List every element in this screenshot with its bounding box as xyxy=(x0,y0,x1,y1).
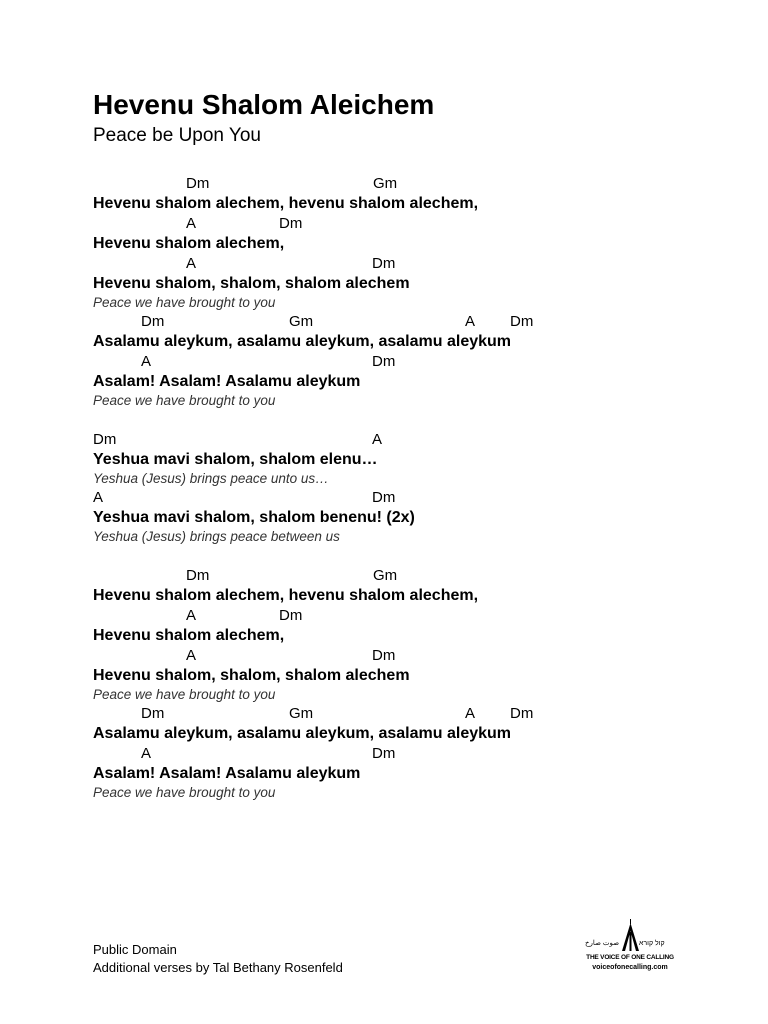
chord-label: Dm xyxy=(510,705,534,722)
lyric-line: Hevenu shalom, shalom, shalom alechem xyxy=(93,275,410,292)
lyric-line: Yeshua mavi shalom, shalom benenu! (2x) xyxy=(93,509,415,526)
song-body xyxy=(93,174,713,802)
chord-row xyxy=(93,312,713,332)
song-line xyxy=(93,704,713,744)
chord-label: A xyxy=(186,647,197,664)
song-title: Hevenu Shalom Aleichem xyxy=(93,89,435,120)
lyric-line: Hevenu shalom alechem, hevenu shalom alechem, xyxy=(93,587,479,604)
stanza xyxy=(93,430,713,546)
song-line xyxy=(93,312,713,352)
chord-row xyxy=(93,646,713,666)
chord-label: Dm xyxy=(186,175,210,192)
lyric-line: Hevenu shalom alechem, xyxy=(93,627,285,644)
logo-name-text: THE VOICE OF ONE CALLING xyxy=(586,954,674,961)
logo-arabic-text: صوت صارخ xyxy=(585,940,620,947)
translation-line: Yeshua (Jesus) brings peace unto us… xyxy=(93,471,329,486)
logo-url-text: voiceofonecalling.com xyxy=(592,964,668,971)
lyric-line: Asalamu aleykum, asalamu aleykum, asalamu aleykum xyxy=(93,333,512,350)
chord-label: A xyxy=(465,705,476,722)
chord-label: Dm xyxy=(141,313,165,330)
chord-label: A xyxy=(186,255,197,272)
chord-row xyxy=(93,488,713,508)
translation-line: Peace we have brought to you xyxy=(93,295,276,310)
lyric-line: Hevenu shalom alechem, xyxy=(93,235,285,252)
translation-line: Peace we have brought to you xyxy=(93,687,276,702)
song-line xyxy=(93,646,713,704)
chord-label: A xyxy=(141,353,152,370)
chord-row xyxy=(93,744,713,764)
chord-label: Dm xyxy=(372,647,396,664)
chord-label: A xyxy=(186,607,197,624)
chord-row xyxy=(93,352,713,372)
chord-label: Dm xyxy=(141,705,165,722)
credits-text: Additional verses by Tal Bethany Rosenfeld xyxy=(93,960,343,975)
chord-row xyxy=(93,704,713,724)
chord-label: Dm xyxy=(372,353,396,370)
chord-row xyxy=(93,174,713,194)
stanza-gap xyxy=(93,410,713,430)
chord-label: Dm xyxy=(279,607,303,624)
chord-label: Dm xyxy=(372,489,396,506)
chord-label: Dm xyxy=(372,255,396,272)
song-line xyxy=(93,606,713,646)
chord-row xyxy=(93,254,713,274)
chord-label: Dm xyxy=(510,313,534,330)
lyric-line: Hevenu shalom alechem, hevenu shalom alechem, xyxy=(93,195,479,212)
song-subtitle: Peace be Upon You xyxy=(93,125,261,146)
lyric-line: Hevenu shalom, shalom, shalom alechem xyxy=(93,667,410,684)
translation-line: Peace we have brought to you xyxy=(93,393,276,408)
chord-label: Gm xyxy=(373,175,398,192)
license-text: Public Domain xyxy=(93,942,177,957)
stanza xyxy=(93,174,713,410)
chord-label: Dm xyxy=(93,431,117,448)
chord-row xyxy=(93,566,713,586)
logo-hebrew-text: קול קורא xyxy=(639,940,665,947)
chord-row xyxy=(93,214,713,234)
translation-line: Yeshua (Jesus) brings peace between us xyxy=(93,529,340,544)
chord-label: A xyxy=(465,313,476,330)
song-line xyxy=(93,254,713,312)
chord-label: A xyxy=(372,431,383,448)
translation-line: Peace we have brought to you xyxy=(93,785,276,800)
voice-of-one-calling-logo xyxy=(583,918,677,976)
chord-label: Dm xyxy=(372,745,396,762)
song-line xyxy=(93,214,713,254)
chord-label: Gm xyxy=(373,567,398,584)
lyric-line: Asalam! Asalam! Asalamu aleykum xyxy=(93,765,361,782)
song-line xyxy=(93,488,713,546)
chord-label: A xyxy=(93,489,104,506)
chord-label: Dm xyxy=(186,567,210,584)
chord-row xyxy=(93,430,713,450)
lyric-line: Asalamu aleykum, asalamu aleykum, asalamu aleykum xyxy=(93,725,512,742)
chord-label: Gm xyxy=(289,313,314,330)
song-line xyxy=(93,744,713,802)
chord-label: Gm xyxy=(289,705,314,722)
lyric-line: Yeshua mavi shalom, shalom elenu… xyxy=(93,451,378,468)
chord-label: Dm xyxy=(279,215,303,232)
lyric-line: Asalam! Asalam! Asalamu aleykum xyxy=(93,373,361,390)
song-line xyxy=(93,566,713,606)
song-line xyxy=(93,174,713,214)
chord-row xyxy=(93,606,713,626)
chord-label: A xyxy=(141,745,152,762)
song-line xyxy=(93,430,713,488)
song-line xyxy=(93,352,713,410)
chord-label: A xyxy=(186,215,197,232)
stanza-gap xyxy=(93,546,713,566)
stanza xyxy=(93,566,713,802)
footer xyxy=(93,941,343,977)
